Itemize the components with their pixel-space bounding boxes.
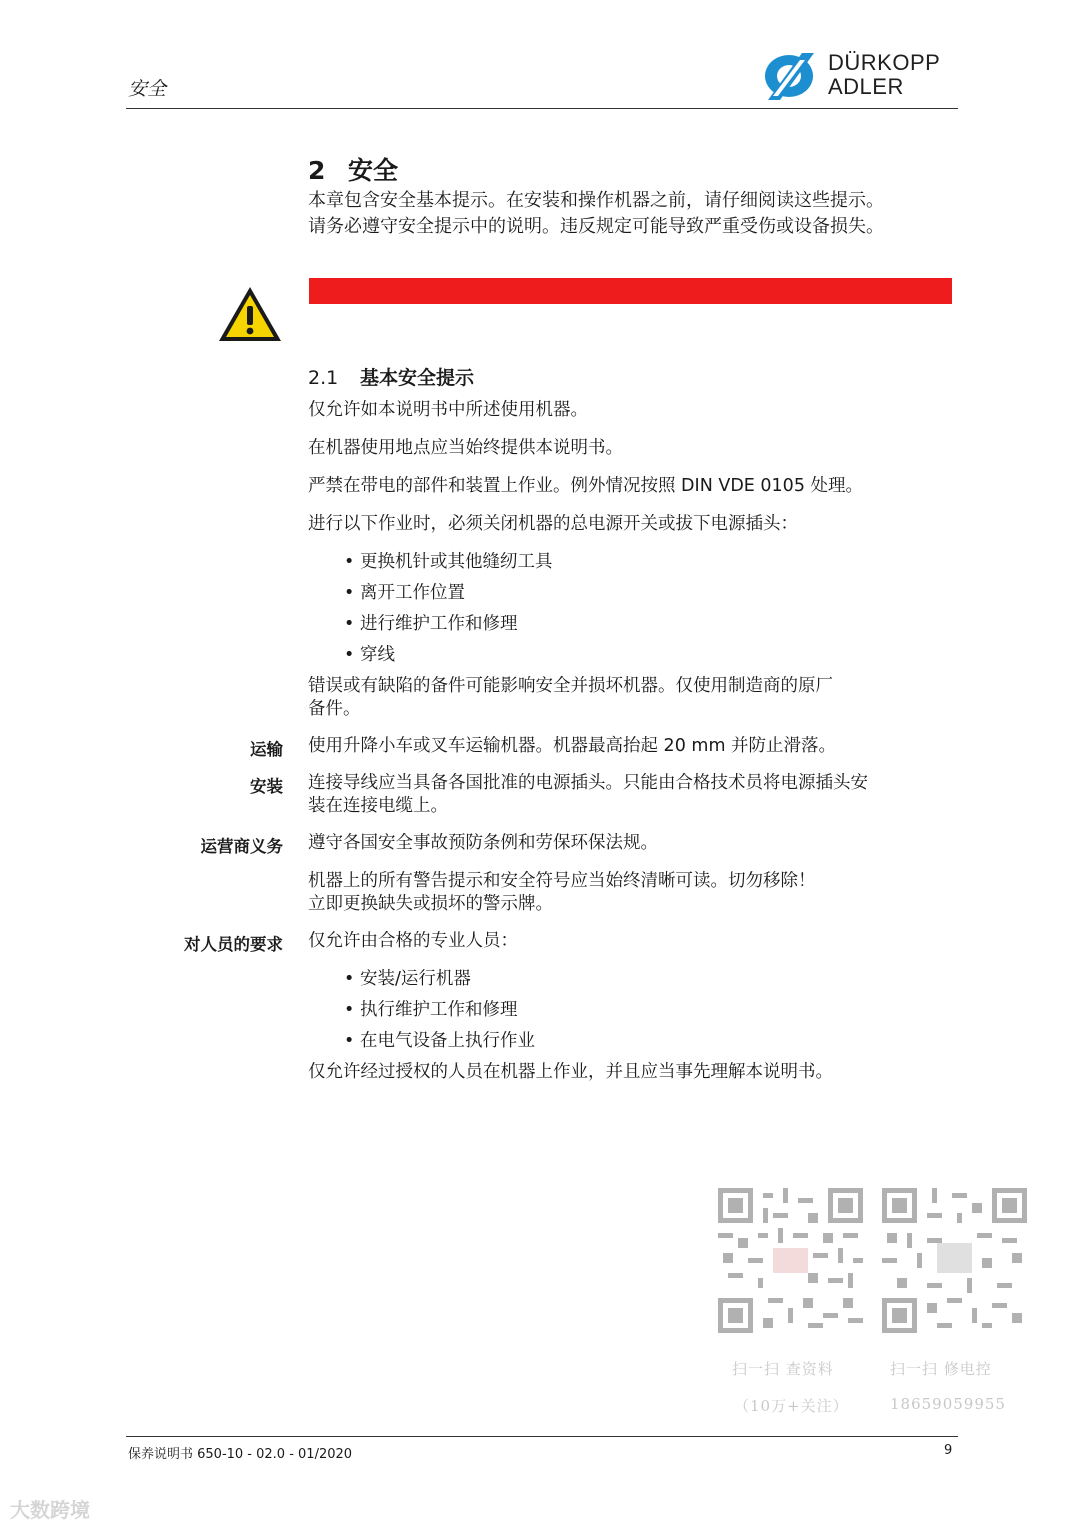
- paragraph: 遵守各国安全事故预防条例和劳保环保法规。: [308, 833, 658, 853]
- logo-mark-icon: [762, 50, 824, 102]
- intro-line: 请务必遵守安全提示中的说明。违反规定可能导致严重受伤或设备损失。: [308, 216, 884, 237]
- list-item: • 离开工作位置: [344, 583, 465, 603]
- brand-name-line2: ADLER: [828, 74, 904, 99]
- paragraph: 错误或有缺陷的备件可能影响安全并损坏机器。仅使用制造商的原厂 备件。: [308, 676, 833, 719]
- qr-code-icon[interactable]: [882, 1188, 1027, 1333]
- qr-caption: 扫一扫 查资料: [732, 1360, 834, 1378]
- watermark: 大数跨境: [10, 1498, 90, 1522]
- list-item: • 穿线: [344, 645, 395, 665]
- list-item: • 更换机针或其他缝纫工具: [344, 552, 553, 572]
- side-label-transport: 运输: [250, 740, 283, 759]
- paragraph: 仅允许由合格的专业人员：: [308, 931, 518, 951]
- side-label-staff: 对人员的要求: [184, 935, 283, 954]
- list-item: • 安装/运行机器: [344, 969, 471, 989]
- side-label-install: 安装: [250, 777, 283, 796]
- paragraph: 连接导线应当具备各国批准的电源插头。只能由合格技术员将电源插头安 装在连接电缆上。: [308, 773, 868, 816]
- qr-code-icon[interactable]: [718, 1188, 863, 1333]
- paragraph: 仅允许经过授权的人员在机器上作业，并且应当事先理解本说明书。: [308, 1062, 833, 1082]
- paragraph: 使用升降小车或叉车运输机器。机器最高抬起 20 mm 并防止滑落。: [308, 736, 837, 756]
- list-item: • 进行维护工作和修理: [344, 614, 518, 634]
- header-rule: [126, 108, 958, 109]
- warning-triangle-icon: [216, 284, 284, 344]
- footer-rule: [126, 1436, 958, 1437]
- paragraph: 仅允许如本说明书中所述使用机器。: [308, 400, 588, 420]
- brand-name-line1: DÜRKOPP: [828, 50, 941, 75]
- section-number: 2.1: [308, 367, 339, 389]
- paragraph: 进行以下作业时，必须关闭机器的总电源开关或拔下电源插头：: [308, 514, 798, 534]
- list-item: • 在电气设备上执行作业: [344, 1031, 535, 1051]
- section-title: 基本安全提示: [360, 367, 475, 389]
- paragraph: 在机器使用地点应当始终提供本说明书。: [308, 438, 623, 458]
- qr-caption: 扫一扫 修电控: [890, 1360, 992, 1378]
- chapter-intro: [308, 188, 958, 240]
- side-label-operator: 运营商义务: [200, 837, 283, 856]
- brand-logo: [762, 50, 957, 102]
- qr-subcaption: （10万+关注）: [734, 1397, 849, 1415]
- qr-subcaption: 18659059955: [890, 1395, 1006, 1413]
- paragraph: 机器上的所有警告提示和安全符号应当始终清晰可读。切勿移除！ 立即更换缺失或损坏的警示牌。: [308, 871, 816, 914]
- warning-bar: [309, 278, 952, 304]
- footer-document-id: 保养说明书 650-10 - 02.0 - 01/2020: [128, 1447, 353, 1462]
- chapter-title: 安全: [348, 156, 399, 185]
- page-number: 9: [944, 1443, 953, 1458]
- chapter-heading: [308, 151, 398, 187]
- chapter-number: 2: [308, 156, 326, 185]
- running-header: 安全: [128, 78, 167, 100]
- paragraph: 严禁在带电的部件和装置上作业。例外情况按照 DIN VDE 0105 处理。: [308, 476, 864, 496]
- intro-line: 本章包含安全基本提示。在安装和操作机器之前，请仔细阅读这些提示。: [308, 190, 884, 211]
- list-item: • 执行维护工作和修理: [344, 1000, 518, 1020]
- section-heading: [308, 363, 474, 390]
